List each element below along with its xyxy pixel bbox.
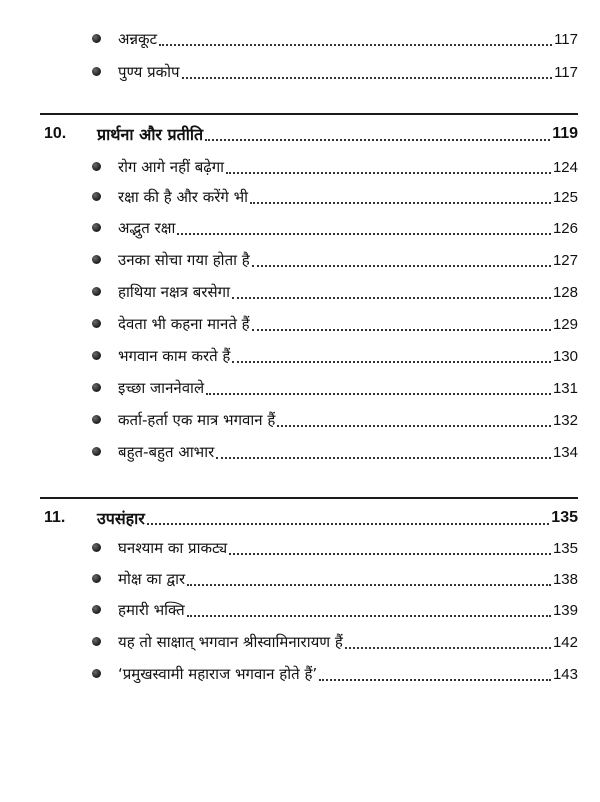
dot-leader: [232, 361, 551, 363]
toc-item-title: इच्छा जाननेवाले: [118, 379, 205, 397]
toc-item-title: रोग आगे नहीं बढ़ेगा: [118, 158, 225, 176]
dot-leader: [206, 393, 551, 395]
toc-item[interactable]: [0, 629, 600, 655]
toc-item-page: 138: [552, 570, 578, 588]
toc-item-page: 132: [552, 411, 578, 429]
toc-item-title: अन्नकूट: [118, 30, 158, 48]
toc-item-title: भगवान काम करते हैं: [118, 347, 231, 365]
toc-item-page: 117: [554, 30, 578, 48]
bullet-icon: [92, 383, 101, 392]
dot-leader: [229, 553, 551, 555]
chapter-divider: [40, 113, 578, 115]
bullet-icon: [92, 223, 101, 232]
toc-item-title: ‘प्रमुखस्वामी महाराज भगवान होते हैं’: [118, 665, 318, 683]
toc-item-page: 134: [552, 443, 578, 461]
dot-leader: [205, 139, 550, 141]
toc-item[interactable]: [0, 26, 600, 52]
toc-item[interactable]: [0, 597, 600, 623]
toc-item[interactable]: [0, 407, 600, 433]
toc-item[interactable]: [0, 439, 600, 465]
toc-item-page: 142: [552, 633, 578, 651]
dot-leader: [216, 457, 551, 459]
bullet-icon: [92, 351, 101, 360]
bullet-icon: [92, 287, 101, 296]
dot-leader: [250, 202, 551, 204]
dot-leader: [182, 77, 553, 79]
toc-item[interactable]: [0, 247, 600, 273]
toc-item[interactable]: [0, 279, 600, 305]
dot-leader: [319, 679, 551, 681]
toc-item-page: 139: [552, 601, 578, 619]
toc-item[interactable]: [0, 59, 600, 85]
bullet-icon: [92, 255, 101, 264]
toc-item[interactable]: [0, 184, 600, 210]
bullet-icon: [92, 669, 101, 678]
dot-leader: [345, 647, 551, 649]
chapter-number: 11.: [44, 509, 66, 526]
dot-leader: [226, 172, 551, 174]
toc-item-page: 143: [552, 665, 578, 683]
bullet-icon: [92, 574, 101, 583]
toc-item[interactable]: [0, 375, 600, 401]
dot-leader: [232, 297, 551, 299]
toc-item-title: बहुत-बहुत आभार: [118, 443, 215, 461]
toc-item-title: पुण्य प्रकोप: [118, 63, 180, 81]
toc-item-title: हमारी भक्ति: [118, 601, 185, 619]
chapter-heading[interactable]: [0, 121, 600, 147]
toc-item[interactable]: [0, 311, 600, 337]
toc-item-page: 125: [552, 188, 578, 206]
toc-item-title: रक्षा की है और करेंगे भी: [118, 188, 248, 206]
dot-leader: [147, 523, 549, 525]
chapter-heading[interactable]: [0, 505, 600, 531]
bullet-icon: [92, 447, 101, 456]
toc-item[interactable]: [0, 343, 600, 369]
chapter-number: 10.: [44, 125, 67, 142]
dot-leader: [277, 425, 551, 427]
toc-item[interactable]: [0, 215, 600, 241]
toc-item-page: 126: [552, 219, 578, 237]
toc-item[interactable]: [0, 154, 600, 180]
bullet-icon: [92, 637, 101, 646]
toc-item-page: 131: [552, 379, 578, 397]
toc-item[interactable]: [0, 566, 600, 592]
toc-item-page: 135: [552, 539, 578, 557]
dot-leader: [252, 329, 551, 331]
toc-item-page: 128: [552, 283, 578, 301]
bullet-icon: [92, 415, 101, 424]
bullet-icon: [92, 34, 101, 43]
toc-item-page: 130: [552, 347, 578, 365]
toc-item-title: अद्भुत रक्षा: [118, 219, 176, 237]
dot-leader: [177, 233, 551, 235]
toc-item-title: हाथिया नक्षत्र बरसेगा: [118, 283, 230, 301]
dot-leader: [187, 584, 551, 586]
bullet-icon: [92, 319, 101, 328]
chapter-title: प्रार्थना और प्रतीति: [97, 125, 204, 144]
dot-leader: [252, 265, 551, 267]
chapter-title: उपसंहार: [97, 509, 145, 528]
dot-leader: [159, 44, 552, 46]
bullet-icon: [92, 192, 101, 201]
toc-item-title: मोक्ष का द्वार: [118, 570, 186, 588]
bullet-icon: [92, 543, 101, 552]
toc-item-page: 124: [552, 158, 578, 176]
chapter-page: 135: [551, 509, 578, 526]
toc-item-title: कर्ता-हर्ता एक मात्र भगवान हैं: [118, 411, 276, 429]
toc-item-page: 129: [552, 315, 578, 333]
chapter-page: 119: [552, 125, 578, 142]
toc-item-title: देवता भी कहना मानते हैं: [118, 315, 250, 333]
chapter-divider: [40, 497, 578, 499]
toc-item-title: घनश्याम का प्राकट्य: [118, 539, 228, 557]
toc-item[interactable]: [0, 535, 600, 561]
toc-item-title: उनका सोचा गया होता है: [118, 251, 250, 269]
toc-item-page: 117: [554, 63, 578, 81]
toc-item-title: यह तो साक्षात् भगवान श्रीस्वामिनारायण हैं: [118, 633, 343, 651]
toc-item-page: 127: [552, 251, 578, 269]
toc-item[interactable]: [0, 661, 600, 687]
bullet-icon: [92, 162, 101, 171]
dot-leader: [187, 615, 551, 617]
bullet-icon: [92, 605, 101, 614]
bullet-icon: [92, 67, 101, 76]
